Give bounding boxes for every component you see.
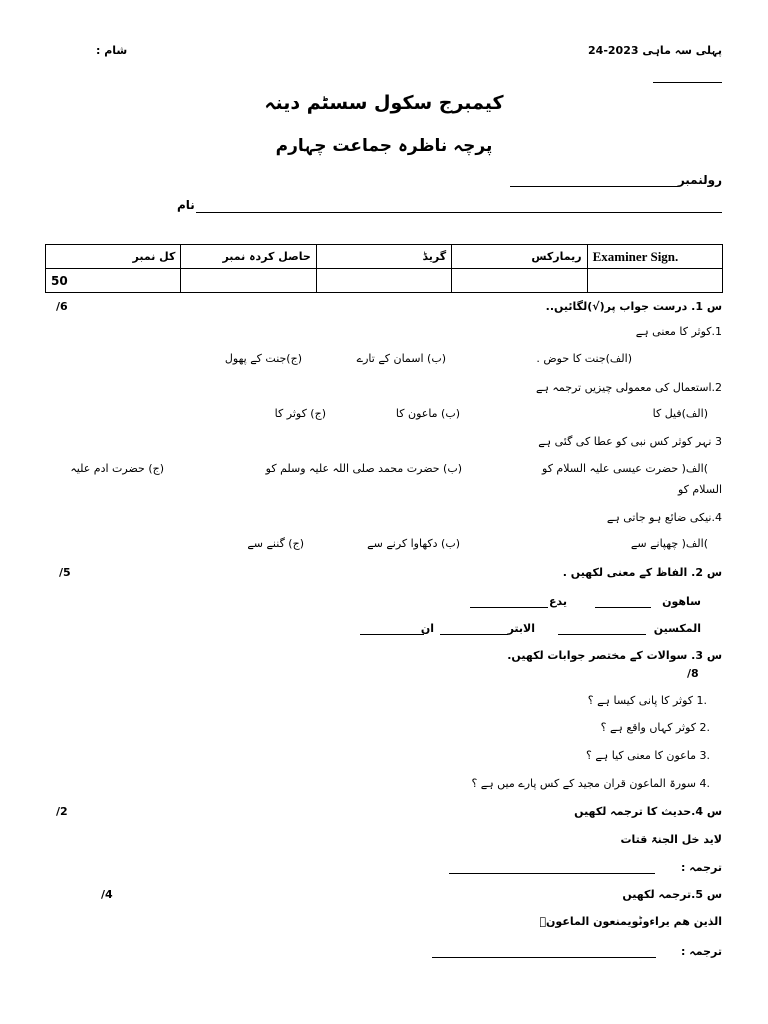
q1-item2-stem: 2.استعمال کی معمولی چیزیں ترجمہ ہے: [536, 381, 722, 394]
marks-table: [45, 244, 723, 293]
value-examiner-sign[interactable]: [587, 269, 722, 293]
term-label: پہلی سہ ماہی 2023-24: [588, 44, 722, 57]
header-total-marks: کل نمبر: [46, 245, 181, 269]
q4-translation-label: ترجمہ :: [681, 861, 722, 874]
q4-hadith-text: لاید خل الجنۃ قتات: [620, 833, 722, 846]
value-total-marks: 50: [46, 269, 181, 293]
q5-heading: س 5.ترجمہ لکھیں: [622, 888, 722, 901]
q3-item-2: .2 کوثر کہاں واقع ہے ؟: [600, 721, 710, 734]
paper-title: پرچہ ناظرہ جماعت چہارم: [275, 136, 493, 156]
q2-word-3: المکسین: [653, 622, 701, 635]
roll-number-field[interactable]: [510, 186, 678, 187]
q1-heading: س 1. درست جواب پر(√)لگائیں..: [545, 300, 722, 313]
roll-number-label: رولنمبر: [677, 173, 722, 187]
q1-item2-option-a[interactable]: (الف)فیل کا: [652, 407, 708, 420]
header-obtained-marks: حاصل کردہ نمبر: [181, 245, 316, 269]
q5-marks: /4: [101, 888, 113, 901]
q3-item-1: .1 کوثر کا پانی کیسا ہے ؟: [587, 694, 707, 707]
school-title: کیمبرج سکول سسٹم دینہ: [264, 92, 504, 114]
q2-answer-4[interactable]: [440, 634, 508, 635]
q1-item3-option-b[interactable]: (ب) حضرت محمد صلی اللہ علیہ وسلم کو: [265, 462, 462, 475]
q4-heading: س 4.حدیث کا ترجمہ لکھیں: [574, 805, 722, 818]
q1-item1-stem: 1.کوثر کا معنی ہے: [635, 325, 722, 338]
table-header-row: [46, 245, 723, 269]
value-obtained-marks[interactable]: [181, 269, 316, 293]
q1-marks: /6: [56, 300, 68, 313]
shift-label: شام :: [96, 44, 128, 57]
q5-verse-text: الذین ھم یراءونؕویمنعون الماعونؒ: [539, 915, 722, 928]
q3-item-4: .4 سورۃ الماعون قران مجید کے کس پارے میں ہے ؟: [471, 777, 710, 790]
q3-marks: /8: [687, 667, 699, 680]
q1-item3-stem: 3 نہر کوثر کس نبی کو عطا کی گئی ہے: [538, 435, 722, 448]
q2-marks: /5: [59, 566, 71, 579]
term-underline: [653, 82, 722, 83]
value-grade[interactable]: [316, 269, 451, 293]
q1-item3-option-a[interactable]: )الف( حضرت عیسی علیہ السلام کو: [542, 462, 708, 475]
header-examiner-sign: Examiner Sign.: [587, 245, 722, 269]
q1-item3-option-c-continued: السلام کو: [677, 483, 722, 496]
q1-item4-option-b[interactable]: (ب) دکھاوا کرنے سے: [367, 537, 460, 550]
name-label: نام: [177, 198, 195, 212]
q1-item1-option-b[interactable]: (ب) اسمان کے تارے: [356, 352, 446, 365]
q2-answer-5[interactable]: [360, 634, 424, 635]
q1-item2-option-c[interactable]: (ج) کوثر کا: [274, 407, 326, 420]
q2-word-1: ساھون: [662, 595, 701, 608]
q1-item1-option-c[interactable]: (ج)جنت کے پھول: [224, 352, 302, 365]
q2-answer-3[interactable]: [558, 634, 646, 635]
q2-word-2: یدع: [549, 595, 567, 608]
q2-answer-1[interactable]: [595, 607, 651, 608]
q2-word-5: ان: [420, 622, 434, 635]
q3-item-3: .3 ماعون کا معنی کیا ہے ؟: [586, 749, 710, 762]
q3-heading: س 3. سوالات کے مختصر جوابات لکھیں.: [507, 649, 722, 662]
q1-item4-option-c[interactable]: (ج) گننے سے: [247, 537, 304, 550]
q4-marks: /2: [56, 805, 68, 818]
q1-item4-option-a[interactable]: )الف( چھپانے سے: [630, 537, 708, 550]
q5-translation-label: ترجمہ :: [681, 945, 722, 958]
q4-translation-field[interactable]: [449, 873, 655, 874]
q1-item2-option-b[interactable]: (ب) ماعون کا: [395, 407, 460, 420]
header-grade: گریڈ: [316, 245, 451, 269]
q2-heading: س 2. الفاظ کے معنی لکھیں .: [562, 566, 722, 579]
table-value-row: [46, 269, 723, 293]
name-field[interactable]: [196, 212, 722, 213]
q5-translation-field[interactable]: [432, 957, 656, 958]
q2-word-4: الابتر: [507, 622, 535, 635]
q1-item4-stem: 4.نیکی ضائع ہو جاتی ہے: [606, 511, 722, 524]
header-remarks: ریمارکس: [452, 245, 587, 269]
value-remarks[interactable]: [452, 269, 587, 293]
q2-answer-2[interactable]: [470, 607, 548, 608]
q1-item1-option-a[interactable]: (الف)جنت کا حوض .: [536, 352, 632, 365]
q1-item3-option-c[interactable]: (ج) حضرت ادم علیہ: [70, 462, 164, 475]
